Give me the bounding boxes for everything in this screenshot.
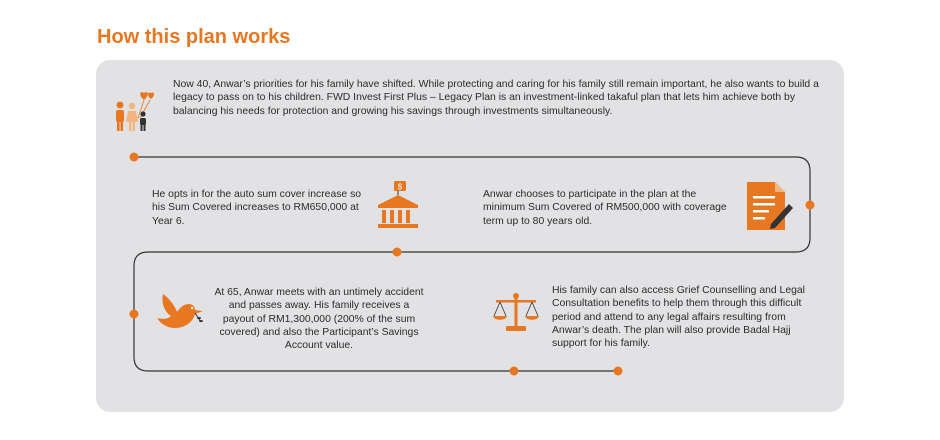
step-payout-text: At 65, Anwar meets with an untimely accident and passes away. His family receives a payout of RM1,300,000 (200% of the sum covered) and also the Participant’s Savings Account value. [214,287,424,352]
step-intro-text: Now 40, Anwar’s priorities for his family have shifted. While protecting and caring for his family still remain important, he also wants to build a legacy to pass on to his children. FWD Invest First Plus – Legacy Plan is an investment-linked takaful plan that lets him achieve both by balancing his needs for protection and growing his savings through investments simultaneously. [173,79,819,117]
step-participate-text: Anwar chooses to participate in the plan at the minimum Sum Covered of RM500,000 with coverage term up to 80 years old. [483,189,727,227]
svg-text:$: $ [397,182,403,192]
bank-icon [376,181,420,231]
family-icon [110,88,160,132]
path-dot [614,367,623,376]
dove-icon [155,292,205,332]
step-increase-text: He opts in for the auto sum cover increase so his Sum Covered increases to RM650,000 at Year 6. [152,189,362,227]
path-dot [806,201,815,210]
path-dot [130,153,139,162]
step-benefits-text: His family can also access Grief Counselling and Legal Consultation benefits to help them through this difficult period and attend to any legal affairs resulting from Anwar’s death. The plan will also provide Badal Hajj support for his family. [552,285,805,350]
page-title: How this plan works [97,26,291,48]
scales-icon [492,292,540,334]
path-dot [510,367,519,376]
path-dot [130,310,139,319]
path-dot [393,248,402,257]
document-icon [745,180,793,232]
